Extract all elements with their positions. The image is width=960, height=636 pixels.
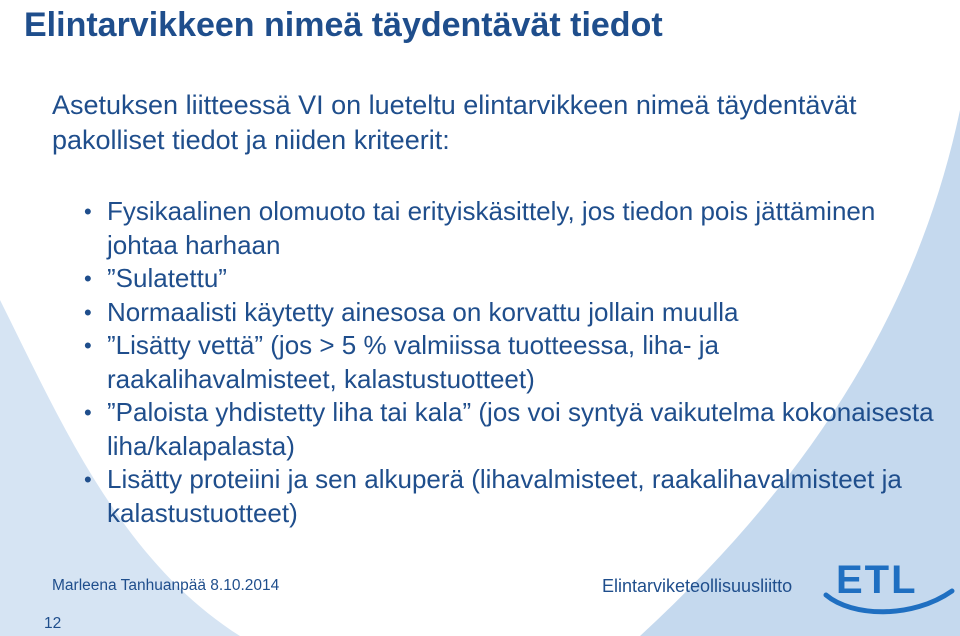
bullet-text: ”Sulatettu”	[107, 263, 227, 293]
etl-logo	[822, 555, 956, 619]
bullet-item	[84, 329, 934, 396]
bullet-icon: •	[84, 333, 92, 358]
bullet-icon: •	[84, 199, 92, 224]
bullet-list	[84, 195, 934, 530]
bullet-icon: •	[84, 266, 92, 291]
bullet-item	[84, 396, 934, 463]
bullet-icon: •	[84, 467, 92, 492]
bullet-icon: •	[84, 299, 92, 325]
bullet-icon: •	[84, 400, 92, 425]
logo-text: ETL	[836, 558, 918, 602]
intro-text: Asetuksen liitteessä VI on lueteltu elintarvikkeen nimeä täydentävät pakolliset tiedot ja niiden kriteerit:	[52, 90, 857, 155]
slide-title: Elintarvikkeen nimeä täydentävät tiedot	[24, 6, 663, 44]
footer-author-date: Marleena Tanhuanpää 8.10.2014	[52, 577, 280, 594]
page-number: 12	[44, 615, 62, 632]
bullet-text: Lisätty proteiini ja sen alkuperä (lihavalmisteet, raakalihavalmisteet ja kalastustuotteet)	[107, 464, 902, 528]
bullet-item	[84, 195, 934, 262]
footer-organization: Elintarviketeollisuusliitto	[602, 576, 793, 596]
bullet-text: Normaalisti käytetty ainesosa on korvattu jollain muulla	[107, 296, 739, 327]
bullet-text: ”Lisätty vettä” (jos > 5 % valmiissa tuotteessa, liha- ja raakalihavalmisteet, kalastustuotteet)	[107, 330, 719, 394]
bullet-text: ”Paloista yhdistetty liha tai kala” (jos voi syntyä vaikutelma kokonaisesta liha/kalapalasta)	[107, 397, 934, 461]
bullet-item	[84, 463, 934, 530]
bullet-item	[84, 262, 934, 296]
bullet-text: Fysikaalinen olomuoto tai erityiskäsittely, jos tiedon pois jättäminen johtaa harhaan	[107, 196, 876, 260]
bullet-item	[84, 296, 934, 330]
